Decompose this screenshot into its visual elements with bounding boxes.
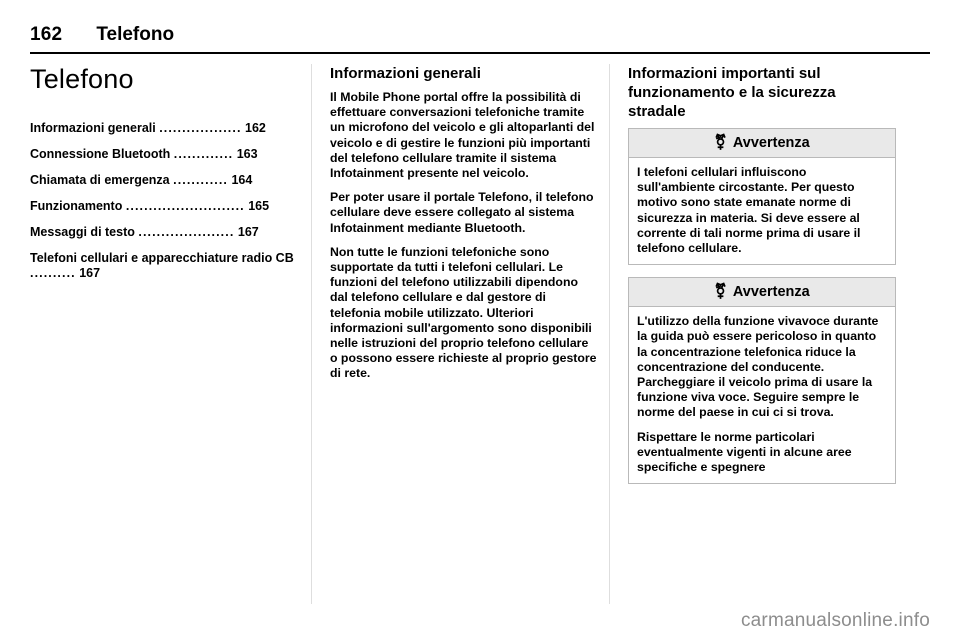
column-three	[628, 64, 896, 496]
warning-label: Avvertenza	[732, 135, 810, 151]
toc-leader: .............	[173, 147, 234, 161]
toc-leader: ..................	[159, 121, 242, 135]
warning-header	[629, 129, 895, 158]
warning-box	[628, 277, 896, 484]
section-heading-safety-info: Informazioni importanti sul funzionamento e la sicurezza stradale	[628, 65, 836, 120]
toc-entry[interactable]	[30, 199, 298, 214]
column-divider-2	[609, 64, 610, 604]
toc-entry[interactable]	[30, 251, 298, 281]
watermark: carmanualsonline.info	[740, 610, 930, 631]
column-divider-1	[311, 64, 312, 604]
warning-box	[628, 128, 896, 265]
toc-entry[interactable]	[30, 147, 298, 162]
toc-label: Messaggi di testo	[30, 225, 135, 239]
toc-label: Telefoni cellulari e apparecchiature radio CB	[30, 251, 294, 265]
paragraph: Rispettare le norme particolari eventualmente vigenti in alcune aree specifiche e spegnere	[637, 429, 852, 475]
toc-leader: .....................	[138, 225, 235, 239]
column-one	[30, 64, 298, 292]
toc-page: 164	[231, 173, 253, 187]
toc-label: Funzionamento	[30, 199, 123, 213]
toc-entry[interactable]	[30, 225, 298, 240]
toc-page: 167	[79, 266, 101, 280]
toc-leader: ............	[173, 173, 228, 187]
paragraph: I telefoni cellulari influiscono sull'ambiente circostante. Per questo motivo sono state emanate norme di sicurezza in materia. Si deve essere al corrente di tali norme prima di usare il telefono cellulare.	[637, 165, 861, 256]
column-two	[330, 64, 598, 391]
paragraph: Il Mobile Phone portal offre la possibilità di effettuare conversazioni telefoniche tramite un microfono del veicolo e gli altoparlanti del veicolo e di gestire le funzioni più importanti del telefono cellulare tramite il sistema Infotainment presente nel veicolo.	[330, 90, 595, 181]
page-number: 162	[30, 24, 63, 45]
paragraph: Non tutte le funzioni telefoniche sono supportate da tutti i telefoni cellulari. Le funzioni del telefono utilizzabili dipendono dal telefono cellulare e dal gestore di telefonia mobile utilizzato. Ulteriori informazioni sull'argomento sono disponibili nelle istruzioni del proprio telefono cellulare o possono essere richieste al proprio gestore di rete.	[330, 244, 597, 381]
warning-triangle-icon: ⚧	[714, 133, 727, 151]
toc-entry[interactable]	[30, 173, 298, 188]
toc-page: 162	[245, 121, 266, 135]
toc-label: Chiamata di emergenza	[30, 173, 170, 187]
paragraph: L'utilizzo della funzione vivavoce durante la guida può essere pericoloso in quanto la concentrazione telefonica riduce la concentrazione del conducente. Parcheggiare il veicolo prima di usare la funzione viva voce. Seguire sempre le norme del paese in cui ci si trova.	[637, 314, 879, 420]
warning-triangle-icon: ⚧	[714, 282, 727, 300]
toc-page: 165	[248, 199, 270, 213]
table-of-contents	[30, 121, 298, 281]
warning-header	[629, 278, 895, 307]
paragraph: Per poter usare il portale Telefono, il telefono cellulare deve essere collegato al sistema Infotainment mediante Bluetooth.	[330, 190, 594, 235]
toc-entry[interactable]	[30, 121, 298, 136]
toc-leader: ..........................	[125, 199, 245, 213]
toc-label: Informazioni generali	[30, 121, 156, 135]
page-header	[30, 24, 930, 46]
toc-page: 163	[236, 147, 258, 161]
header-divider	[30, 52, 930, 54]
toc-page: 167	[237, 225, 259, 239]
toc-leader: ..........	[30, 266, 76, 280]
chapter-title: Telefono	[96, 24, 175, 45]
page-title: Telefono	[30, 64, 134, 94]
warning-label: Avvertenza	[732, 284, 810, 301]
warning-body	[629, 307, 895, 483]
section-heading-general-info: Informazioni generali	[330, 65, 481, 82]
toc-label: Connessione Bluetooth	[30, 147, 171, 161]
warning-body	[629, 158, 895, 264]
